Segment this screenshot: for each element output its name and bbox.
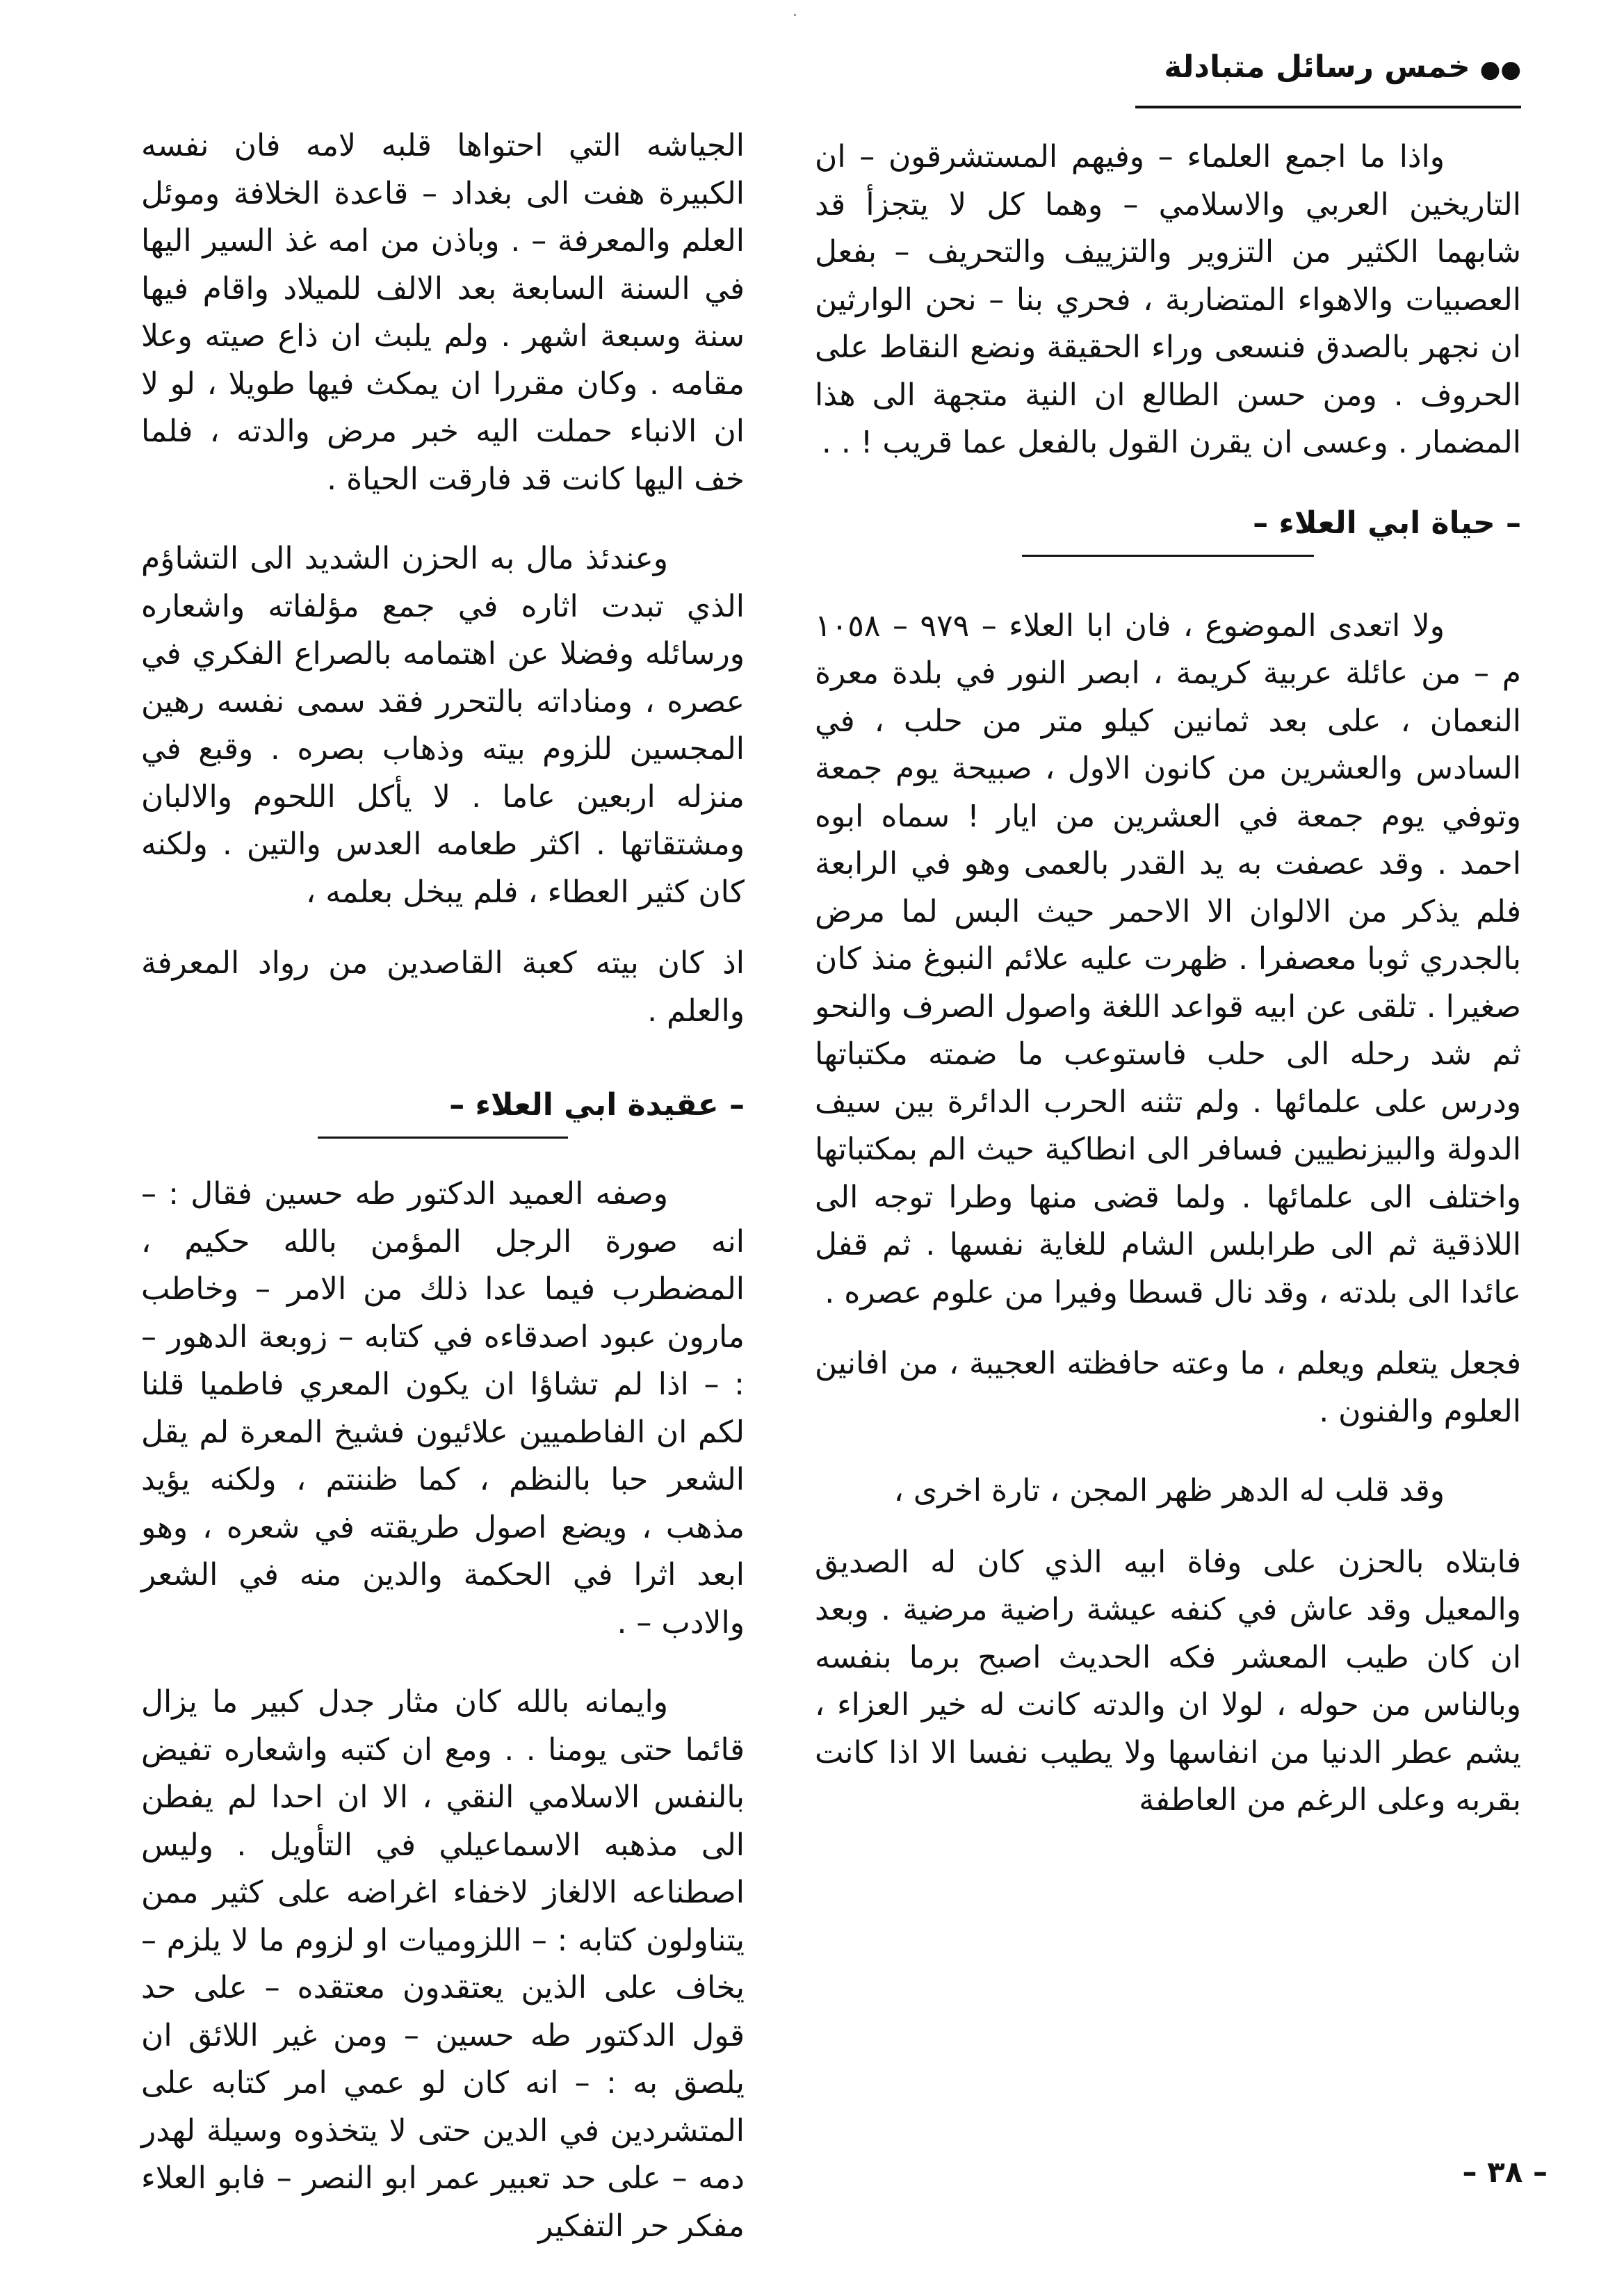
left-column xyxy=(141,122,745,2250)
scan-speck xyxy=(794,14,796,16)
section-heading-creed xyxy=(141,1081,745,1139)
section-heading-underline xyxy=(318,1137,568,1139)
life-paragraph-4: فابتلاه بالحزن على وفاة ابيه الذي كان له الصديق والمعيل وقد عاش في كنفه عيشة راضية مرضية . وبعد ان كان طيب المعشر فكه الحديث اصبح برما بنفسه وبالناس من حوله ، لولا ان والدته كانت له خير العزاء ، يشم عطر الدنيا من انفاسها ولا يطيب نفسا الا اذا كانت بقربه وعلى الرغم من العاطفة xyxy=(815,1544,1521,1818)
right-column xyxy=(815,133,1521,1825)
section-heading-life-text: – حياة ابي العلاء – xyxy=(1253,505,1521,541)
continued-paragraph: الجياشه التي احتواها قلبه لامه فان نفسه الكبيرة هفت الى بغداد – قاعدة الخلافة وموئل العلم والمعرفة – . وباذن من امه غذ السير اليها في السنة السابعة بعد الالف للميلاد واقام فيها سنة وسبعة اشهر . ولم يلبث ان ذاع صيته وعلا مقامه . وكان مقررا ان يمكث فيها طويلا ، لو لا ان الانباء حملت اليه خبر مرض والدته ، فلما خف اليها كانت قد فارقت الحياة . xyxy=(141,128,745,497)
page-number: – ٣٨ – xyxy=(1462,2155,1548,2189)
section-heading-underline xyxy=(1022,555,1314,557)
article-title xyxy=(1090,43,1521,94)
article-title-text: خمس رسائل متبادلة xyxy=(1164,49,1470,85)
life-paragraph-3: وقد قلب له الدهر ظهر المجن ، تارة اخرى ، xyxy=(893,1473,1445,1508)
article-header xyxy=(1090,43,1521,94)
bullet-dots-icon: ●● xyxy=(1479,56,1521,83)
intro-paragraph: واذا ما اجمع العلماء – وفيهم المستشرقون – ان التاريخين العربي والاسلامي – وهما كل لا يتجزأ قد شابهما الكثير من التزوير والتزييف والتحريف – بفعل العصبيات والاهواء المتضاربة ، فحري بنا – نحن الوارثين ان نجهر بالصدق فنسعى وراء الحقيقة ونضع النقاط على الحروف . ومن حسن الطالع ان النية متجهة الى هذا المضمار . وعسى ان يقرن القول بالفعل عما قريب ! . . xyxy=(815,139,1521,460)
knowledge-seekers-paragraph: اذ كان بيته كعبة القاصدين من رواد المعرفة والعلم . xyxy=(141,945,745,1029)
creed-paragraph-2: وايمانه بالله كان مثار جدل كبير ما يزال قائما حتى يومنا . . ومع ان كتبه واشعاره تفيض بالنفس الاسلامي النقي ، الا ان احدا لم يفطن الى مذهبه الاسماعيلي في التأويل . وليس اصطناعه الالغاز لاخفاء اغراضه على كثير ممن يتناولون كتابه : – اللزوميات او لزوم ما لا يلزم – يخاف على الذين يعتقدون معتقده – على حد قول الدكتور طه حسين – ومن غير اللائق ان يلصق به : – انه كان لو عمي امر كتابه على المتشردين في الدين حتى لا يتخذوه وسيلة لهدر دمه – على حد تعبير عمر ابو النصر – فابو العلاء مفكر حر التفكير xyxy=(141,1684,745,2244)
pessimism-paragraph: وعندئذ مال به الحزن الشديد الى التشاؤم الذي تبدت اثاره في جمع مؤلفاته واشعاره ورسائله وفضلا عن اهتمامه بالصراع الفكري في عصره ، ومناداته بالتحرر فقد سمى نفسه رهين المجسين للزوم بيته وذهاب بصره . وقبع في منزله اربعين عاما . لا يأكل اللحوم والالبان ومشتقاتها . اكثر طعامه العدس والتين . ولكنه كان كثير العطاء ، فلم يبخل بعلمه ، xyxy=(141,541,745,910)
life-paragraph-2: فجعل يتعلم ويعلم ، ما وعته حافظته العجيبة ، من افانين العلوم والفنون . xyxy=(815,1346,1521,1429)
section-heading-life xyxy=(815,499,1521,557)
header-underline xyxy=(1135,106,1521,108)
life-paragraph-1: ولا اتعدى الموضوع ، فان ابا العلاء – ٩٧٩ – ١٠٥٨ م – من عائلة عربية كريمة ، ابصر النور في بلدة معرة النعمان ، على بعد ثمانين كيلو متر من حلب ، في السادس والعشرين من كانون الاول ، صبيحة يوم جمعة وتوفي يوم جمعة في العشرين من ايار ! سماه ابوه احمد . وقد عصفت به يد القدر بالعمى وهو في الرابعة فلم يذكر من الالوان الا الاحمر حيث البس لما مرض بالجدري ثوبا معصفرا . ظهرت عليه علائم النبوغ منذ كان صغيرا . تلقى عن ابيه قواعد اللغة واصول الصرف والنحو ثم شد رحله الى حلب فاستوعب ما ضمته مكتباتها ودرس على علمائها . ولم تثنه الحرب الدائرة بين سيف الدولة والبيزنطيين فسافر الى انطاكية حيث الم بمكتباتها واختلف الى علمائها . ولما قضى منها وطرا توجه الى اللاذقية ثم الى طرابلس الشام للغاية نفسها . ثم قفل عائدا الى بلدته ، وقد نال قسطا وفيرا من علوم عصره . xyxy=(815,608,1521,1310)
creed-paragraph-1: وصفه العميد الدكتور طه حسين فقال : – انه صورة الرجل المؤمن بالله حكيم ، المضطرب فيما عدا ذلك من الامر – وخاطب مارون عبود اصدقاءه في كتابه – زوبعة الدهور – : – اذا لم تشاؤا ان يكون المعري فاطميا قلنا لكم ان الفاطميين علائيون فشيخ المعرة لم يقل الشعر حبا بالنظم ، كما ظننتم ، ولكنه يؤيد مذهب ، ويضع اصول طريقته في شعره ، وهو ابعد اثرا في الحكمة والدين منه في الشعر والادب – . xyxy=(141,1176,745,1640)
section-heading-creed-text: – عقيدة ابي العلاء – xyxy=(449,1087,745,1123)
